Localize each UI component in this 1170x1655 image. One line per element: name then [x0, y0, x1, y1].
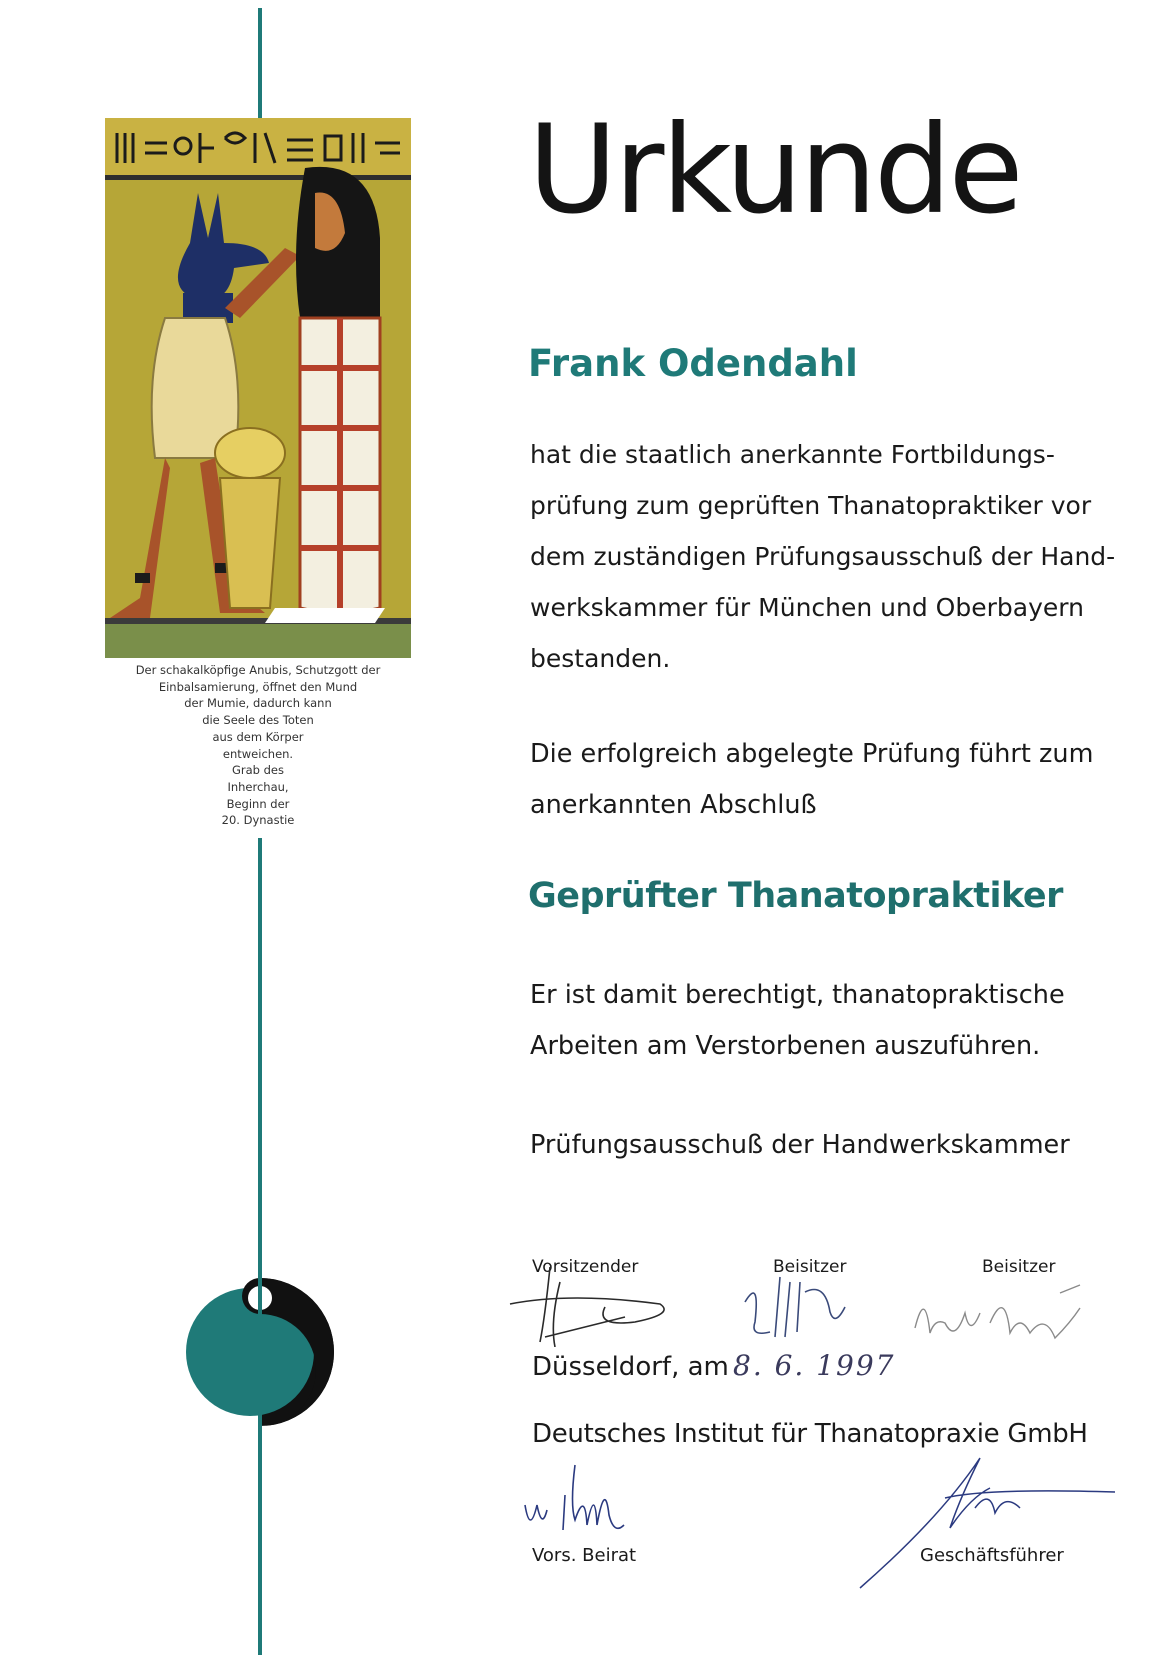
board-chair-signature	[520, 1455, 660, 1545]
handwritten-date: 8. 6. 1997	[733, 1349, 896, 1382]
exam-statement	[530, 429, 1115, 684]
text-line: Arbeiten am Verstorbenen auszuführen.	[530, 1031, 1041, 1061]
text-line: bestanden.	[530, 644, 671, 673]
text-line: dem zuständigen Prüfungsausschuß der Hand-	[530, 542, 1116, 571]
director-signature	[855, 1448, 1130, 1598]
institute-logo-icon	[186, 1272, 346, 1432]
caption-line: Der schakalköpfige Anubis, Schutzgott der	[135, 663, 381, 677]
caption-line: der Mumie, dadurch kann	[184, 696, 332, 711]
assessor-label: Beisitzer	[982, 1257, 1056, 1277]
vertical-rule-top	[258, 8, 262, 120]
authorization-statement	[530, 970, 1065, 1072]
vertical-rule-bottom	[258, 1420, 262, 1655]
caption-line: aus dem Körper	[212, 729, 304, 744]
director-label: Geschäftsführer	[920, 1545, 1064, 1566]
text-line: Die erfolgreich abgelegte Prüfung führt zum	[530, 739, 1094, 769]
text-line: Er ist damit berechtigt, thanatopraktische	[530, 980, 1065, 1010]
caption-line: die Seele des Toten	[202, 713, 314, 728]
caption-line: Einbalsamierung, öffnet den Mund	[158, 679, 358, 694]
place-date-label: Düsseldorf, am	[532, 1352, 729, 1382]
text-line: werkskammer für München und Oberbayern	[530, 593, 1084, 622]
caption-line: Grab des	[231, 763, 284, 778]
anubis-painting-image	[105, 118, 411, 658]
text-line: hat die staatlich anerkannte Fortbildungs-	[530, 440, 1055, 469]
committee-label	[530, 1120, 1070, 1171]
qualification-title: Geprüfter Thanatopraktiker	[528, 876, 1063, 916]
certificate-title: Urkunde	[528, 99, 1021, 241]
institute-name: Deutsches Institut für Thanatopraxie GmbH	[532, 1419, 1088, 1449]
board-chair-label: Vors. Beirat	[532, 1545, 637, 1566]
assessor2-signature	[910, 1283, 1095, 1348]
painting-caption	[118, 662, 398, 829]
text-line: prüfung zum geprüften Thanatopraktiker vor	[530, 491, 1092, 520]
vertical-rule-middle	[258, 838, 262, 1273]
degree-statement	[530, 729, 1093, 831]
caption-line: Beginn der	[226, 796, 290, 811]
text-line: anerkannten Abschluß	[530, 790, 817, 820]
caption-line: 20. Dynastie	[221, 813, 295, 828]
chair-label: Vorsitzender	[532, 1257, 639, 1277]
assessor-label: Beisitzer	[773, 1257, 847, 1277]
chair-signature	[505, 1262, 680, 1347]
assessor1-signature	[735, 1272, 855, 1347]
recipient-name: Frank Odendahl	[528, 342, 858, 385]
caption-line: Inherchau,	[227, 779, 289, 794]
text-line: Prüfungsausschuß der Handwerkskammer	[530, 1130, 1070, 1160]
caption-line: entweichen.	[222, 746, 294, 761]
